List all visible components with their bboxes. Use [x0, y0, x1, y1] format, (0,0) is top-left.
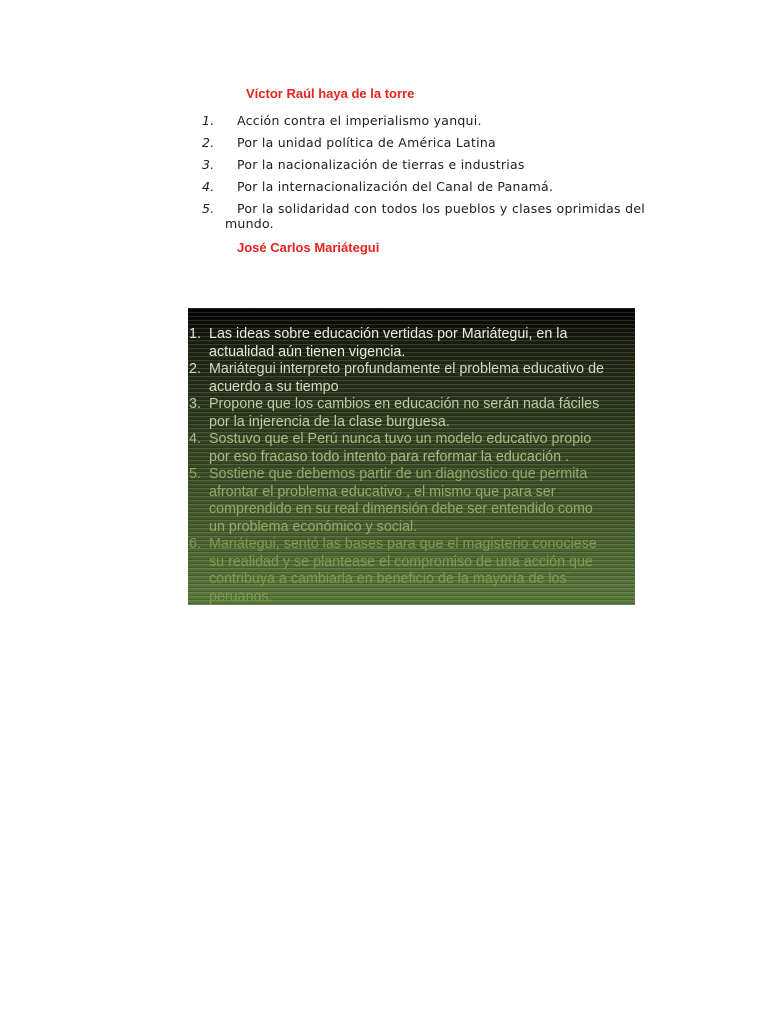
- list-number: 4.: [202, 179, 215, 194]
- slide-line: Propone que los cambios en educación no serán nada fáciles: [209, 396, 600, 412]
- list-item: [200, 179, 645, 194]
- slide-line: peruanos.: [209, 588, 273, 605]
- slide-line: un problema económico y social.: [209, 518, 418, 535]
- slide-line: Mariátegui interpreto profundamente el problema educativo de: [209, 361, 604, 377]
- slide-item-number: 4.: [189, 431, 201, 447]
- slide-line: por eso fracaso todo intento para reformar la educación .: [209, 448, 570, 465]
- slide-line: su realidad y se plantease el compromiso de una acción que: [209, 553, 593, 570]
- slide-line: afrontar el problema educativo , el mismo que para ser: [209, 483, 556, 500]
- heading-mariategui: José Carlos Mariátegui: [237, 240, 380, 255]
- slide-item: [188, 326, 635, 361]
- haya-proposals-list: [200, 113, 645, 238]
- list-item: [200, 201, 645, 231]
- slide-item: [188, 431, 635, 466]
- mariategui-slide-image: [188, 308, 635, 605]
- slide-list: [188, 326, 635, 605]
- list-number: 3.: [202, 157, 215, 172]
- slide-item: [188, 536, 635, 605]
- slide-item: [188, 396, 635, 431]
- slide-line: actualidad aún tienen vigencia.: [209, 343, 406, 360]
- slide-item-number: 5.: [189, 466, 201, 482]
- slide-item-number: 3.: [189, 396, 201, 412]
- slide-item: [188, 466, 635, 536]
- heading-haya: Víctor Raúl haya de la torre: [246, 86, 415, 101]
- slide-line: por la injerencia de la clase burguesa.: [209, 413, 450, 430]
- list-text: Por la nacionalización de tierras e industrias: [237, 157, 525, 172]
- slide-item-number: 1.: [189, 326, 201, 342]
- list-text: Por la internacionalización del Canal de Panamá.: [237, 179, 554, 194]
- slide-item-number: 2.: [189, 361, 201, 377]
- list-number: 1.: [202, 113, 215, 128]
- slide-line: comprendido en su real dimensión debe ser entendido como: [209, 501, 593, 517]
- slide-line: contribuya a cambiarla en beneficio de la mayoría de los: [209, 571, 567, 587]
- slide-line: Sostuvo que el Perú nunca tuvo un modelo educativo propio: [209, 431, 592, 447]
- list-text: Acción contra el imperialismo yanqui.: [237, 113, 482, 128]
- slide-item: [188, 361, 635, 396]
- list-text: Por la unidad política de América Latina: [237, 135, 496, 150]
- list-number: 2.: [202, 135, 215, 150]
- list-number: 5.: [202, 201, 215, 216]
- slide-line: acuerdo a su tiempo: [209, 378, 339, 395]
- slide-item-number: 6.: [189, 536, 201, 552]
- list-item: [200, 113, 645, 128]
- slide-line: Mariátegui, sentó las bases para que el magisterio conociese: [209, 536, 597, 552]
- list-item: [200, 157, 645, 172]
- list-text: Por la solidaridad con todos los pueblos y clases oprimidas del mundo.: [225, 201, 645, 231]
- list-item: [200, 135, 645, 150]
- slide-line: Las ideas sobre educación vertidas por Mariátegui, en la: [209, 326, 568, 342]
- slide-line: Sostiene que debemos partir de un diagnostico que permita: [209, 466, 588, 482]
